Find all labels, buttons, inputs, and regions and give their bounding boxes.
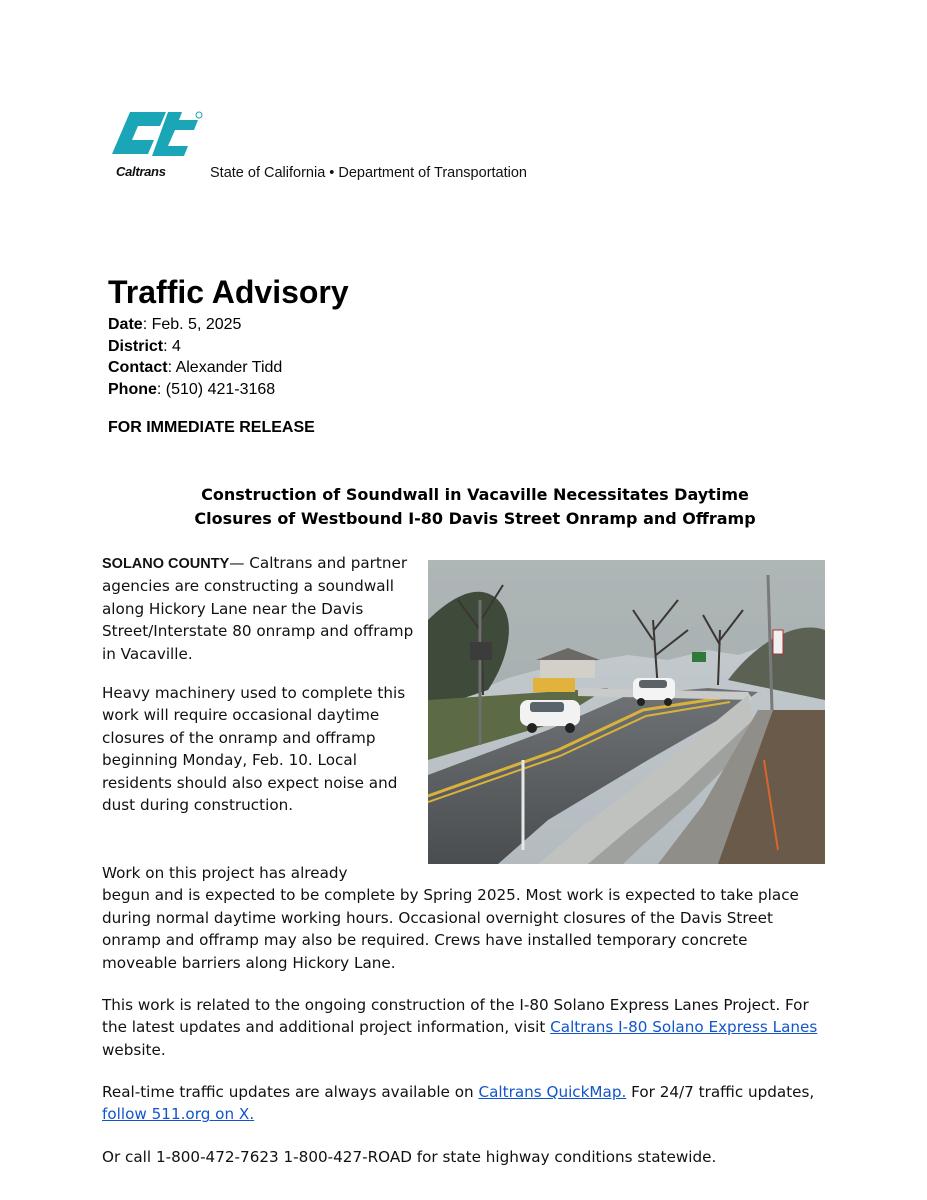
- headline: [100, 483, 850, 531]
- phone-label: Phone: [108, 381, 157, 399]
- updates-mid-text: For 24/7 traffic updates,: [626, 1083, 815, 1101]
- agency-name: State of California • Department of Transportation: [210, 165, 527, 181]
- schedule-text-rest: begun and is expected to be complete by Spring 2025. Most work is expected to take place during normal daytime working hours. Occasional overnight closures of the Davis Street onramp and offramp may also be required. Crews have installed temporary concrete moveable barriers along Hickory Lane.: [102, 886, 799, 972]
- advisory-meta: [108, 314, 282, 401]
- contact-row: [108, 357, 282, 379]
- contact-value: : Alexander Tidd: [167, 359, 283, 377]
- paragraph-project: [102, 994, 822, 1061]
- paragraph-schedule: [102, 862, 822, 974]
- updates-text: Real-time traffic updates are always available on: [102, 1083, 479, 1101]
- date-value: : Feb. 5, 2025: [142, 316, 242, 333]
- district-row: [108, 336, 282, 358]
- 511-x-link[interactable]: follow 511.org on X.: [102, 1105, 255, 1124]
- construction-photo: [428, 560, 825, 864]
- phone-row: [108, 379, 282, 401]
- page-title: Traffic Advisory: [108, 274, 349, 310]
- solano-express-lanes-link[interactable]: Caltrans I-80 Solano Express Lanes: [550, 1018, 818, 1037]
- paragraph-phone: Or call 1-800-472-7623 1-800-427-ROAD for state highway conditions statewide.: [102, 1148, 717, 1166]
- release-notice: FOR IMMEDIATE RELEASE: [108, 419, 315, 436]
- quickmap-link[interactable]: Caltrans QuickMap.: [478, 1083, 627, 1101]
- paragraph-traffic-updates: [102, 1081, 822, 1126]
- headline-line-2: Closures of Westbound I-80 Davis Street Onramp and Offramp: [194, 509, 756, 528]
- date-label: Date: [108, 316, 143, 333]
- project-text: This work is related to the ongoing construction of the I-80 Solano Express Lanes Project. For the latest updates and additional project information, visit: [102, 996, 809, 1037]
- project-text-after: website.: [102, 1040, 166, 1059]
- date-row: [108, 314, 282, 336]
- caltrans-wordmark: Caltrans: [116, 164, 166, 179]
- schedule-text-first: Work on this project has already: [102, 864, 348, 882]
- paragraph-intro: [102, 552, 417, 665]
- intro-text: — Caltrans and partner agencies are constructing a soundwall along Hickory Lane near the Davis Street/Interstate 80 onramp and offramp in Vacaville.: [102, 554, 414, 663]
- district-label: District: [108, 337, 164, 355]
- dateline: SOLANO COUNTY: [102, 556, 230, 572]
- district-value: : 4: [163, 337, 181, 355]
- contact-label: Contact: [108, 359, 168, 377]
- paragraph-closures: Heavy machinery used to complete this work will require occasional daytime closures of the onramp and offramp beginning Monday, Feb. 10. Local residents should also expect noise and dust during construction.: [102, 684, 406, 815]
- phone-value: : (510) 421-3168: [156, 381, 276, 399]
- headline-line-1: Construction of Soundwall in Vacaville Necessitates Daytime: [201, 485, 749, 504]
